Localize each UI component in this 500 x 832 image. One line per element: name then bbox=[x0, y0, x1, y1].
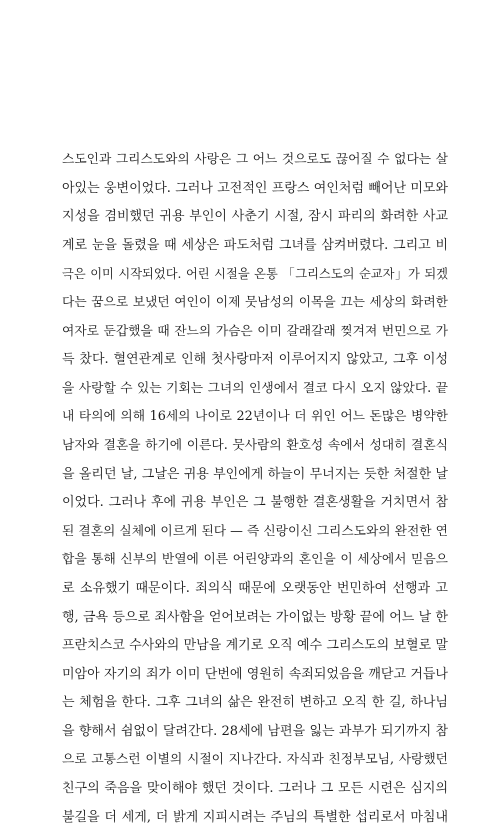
text-line: 이었다. 그러나 후에 귀용 부인은 그 불행한 결혼생활을 거치면서 참 bbox=[62, 495, 448, 511]
text-line: 계로 눈을 돌렸을 때 세상은 파도처럼 그녀를 삼켜버렸다. 그리고 비 bbox=[62, 237, 448, 253]
text-line: 득 찼다. 혈연관계로 인해 첫사랑마저 이루어지지 않았고, 그후 이성 bbox=[62, 352, 448, 368]
text-line: 된 결혼의 실체에 이르게 된다 — 즉 신랑이신 그리스도와의 완전한 연 bbox=[62, 523, 448, 539]
text-line: 는 체험을 한다. 그후 그녀의 삶은 완전히 변하고 오직 한 길, 하나님 bbox=[62, 695, 448, 711]
text-line: 지성을 겸비했던 귀용 부인이 사춘기 시절, 잠시 파리의 화려한 사교 bbox=[62, 209, 448, 225]
text-line: 남자와 결혼을 하기에 이른다. 뭇사람의 환호성 속에서 성대히 결혼식 bbox=[62, 437, 448, 453]
text-line: 로 소유했기 때문이다. 죄의식 때문에 오랫동안 번민하여 선행과 고 bbox=[62, 580, 448, 596]
text-line: 미암아 자기의 죄가 이미 단번에 영원히 속죄되었음을 깨닫고 거듭나 bbox=[62, 666, 448, 682]
text-line: 불길을 더 세게, 더 밝게 지피시려는 주님의 특별한 섭리로서 마침내 bbox=[62, 809, 448, 825]
text-line: 내 타의에 의해 16세의 나이로 22년이나 더 위인 어느 돈많은 병약한 bbox=[62, 409, 448, 425]
text-line: 아있는 웅변이었다. 그러나 고전적인 프랑스 여인처럼 빼어난 미모와 bbox=[62, 180, 448, 196]
text-line: 을 올리던 날, 그날은 귀용 부인에게 하늘이 무너지는 듯한 처절한 날 bbox=[62, 466, 448, 482]
text-line: 여자로 둔갑했을 때 잔느의 가슴은 이미 갈래갈래 찢겨져 번민으로 가 bbox=[62, 323, 448, 339]
text-line: 프란치스코 수사와의 만남을 계기로 오직 예수 그리스도의 보혈로 말 bbox=[62, 638, 448, 654]
text-line: 극은 이미 시작되었다. 어린 시절을 온통 「그리스도의 순교자」가 되겠 bbox=[62, 267, 448, 282]
text-line: 다는 꿈으로 보냈던 여인이 이제 뭇남성의 이목을 끄는 세상의 화려한 bbox=[62, 294, 448, 310]
text-line: 친구의 죽음을 맞이해야 했던 것이다. 그러나 그 모든 시련은 심지의 bbox=[62, 781, 448, 797]
text-line: 을 사랑할 수 있는 기회는 그녀의 인생에서 결코 다시 오지 않았다. 끝 bbox=[62, 380, 448, 396]
text-line: 합을 통해 신부의 반열에 이른 어린양과의 혼인을 이 세상에서 믿음으 bbox=[62, 552, 448, 568]
text-line: 행, 금욕 등으로 죄사함을 얻어보려는 가이없는 방황 끝에 어느 날 한 bbox=[62, 609, 448, 625]
body-text bbox=[62, 146, 448, 832]
text-line: 으로 고통스런 이별의 시절이 지나간다. 자식과 친정부모님, 사랑했던 bbox=[62, 752, 448, 768]
text-line: 을 향해서 쉼없이 달려간다. 28세에 남편을 잃는 과부가 되기까지 참 bbox=[62, 723, 448, 739]
text-line: 스도인과 그리스도와의 사랑은 그 어느 것으로도 끊어질 수 없다는 살 bbox=[62, 152, 448, 167]
